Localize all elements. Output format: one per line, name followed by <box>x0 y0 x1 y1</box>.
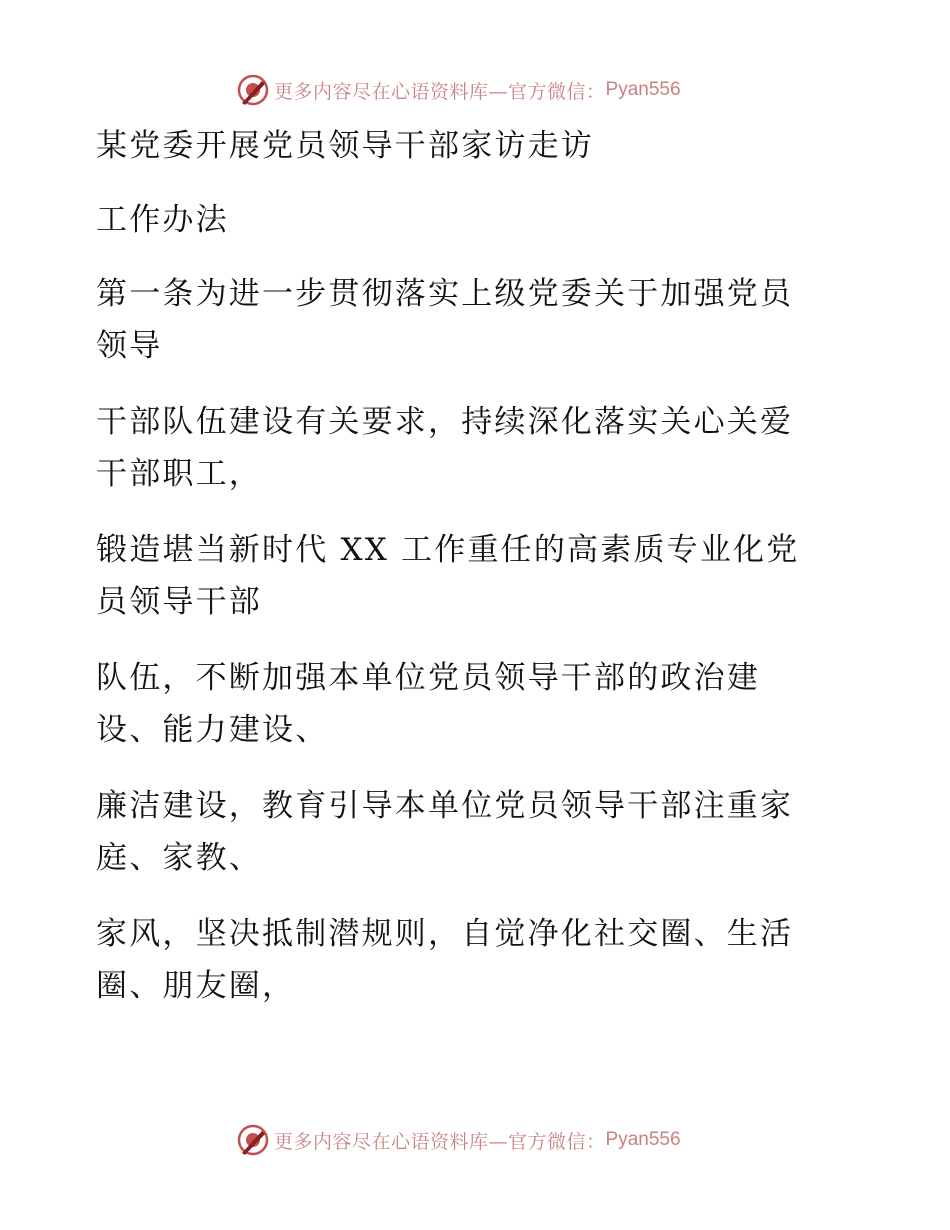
paragraph-line: 廉洁建设，教育引导本单位党员领导干部注重家 <box>96 788 794 824</box>
watermark-banner-top <box>236 73 681 107</box>
paragraph-line: 家风，坚决抵制潜规则，自觉净化社交圈、生活 <box>96 916 794 952</box>
pen-logo-icon <box>236 1123 270 1157</box>
paragraph-line: 庭、家教、 <box>96 840 262 876</box>
paragraph-line: 锻造堪当新时代 XX 工作重任的高素质专业化党 <box>96 532 800 568</box>
watermark-text: 更多内容尽在心语资料库—官方微信： <box>274 1130 606 1153</box>
watermark-contact: Pyan556 <box>605 79 681 100</box>
pen-logo-icon <box>236 73 270 107</box>
document-title-line-1: 某党委开展党员领导干部家访走访 <box>96 128 594 164</box>
paragraph-line: 圈、朋友圈， <box>96 968 296 1004</box>
paragraph-line: 队伍，不断加强本单位党员领导干部的政治建 <box>96 660 760 696</box>
paragraph-line: 干部队伍建设有关要求，持续深化落实关心关爱 <box>96 404 794 440</box>
paragraph-line: 干部职工， <box>96 456 262 492</box>
paragraph-line: 设、能力建设、 <box>96 712 329 748</box>
watermark-banner-bottom <box>236 1123 681 1157</box>
paragraph-line: 领导 <box>96 328 163 364</box>
paragraph-line: 员领导干部 <box>96 584 262 620</box>
paragraph-line: 第一条为进一步贯彻落实上级党委关于加强党员 <box>96 276 794 312</box>
document-body <box>96 120 836 1012</box>
watermark-contact: Pyan556 <box>605 1129 681 1150</box>
watermark-text: 更多内容尽在心语资料库—官方微信： <box>274 80 606 103</box>
document-title-line-2: 工作办法 <box>96 202 229 238</box>
